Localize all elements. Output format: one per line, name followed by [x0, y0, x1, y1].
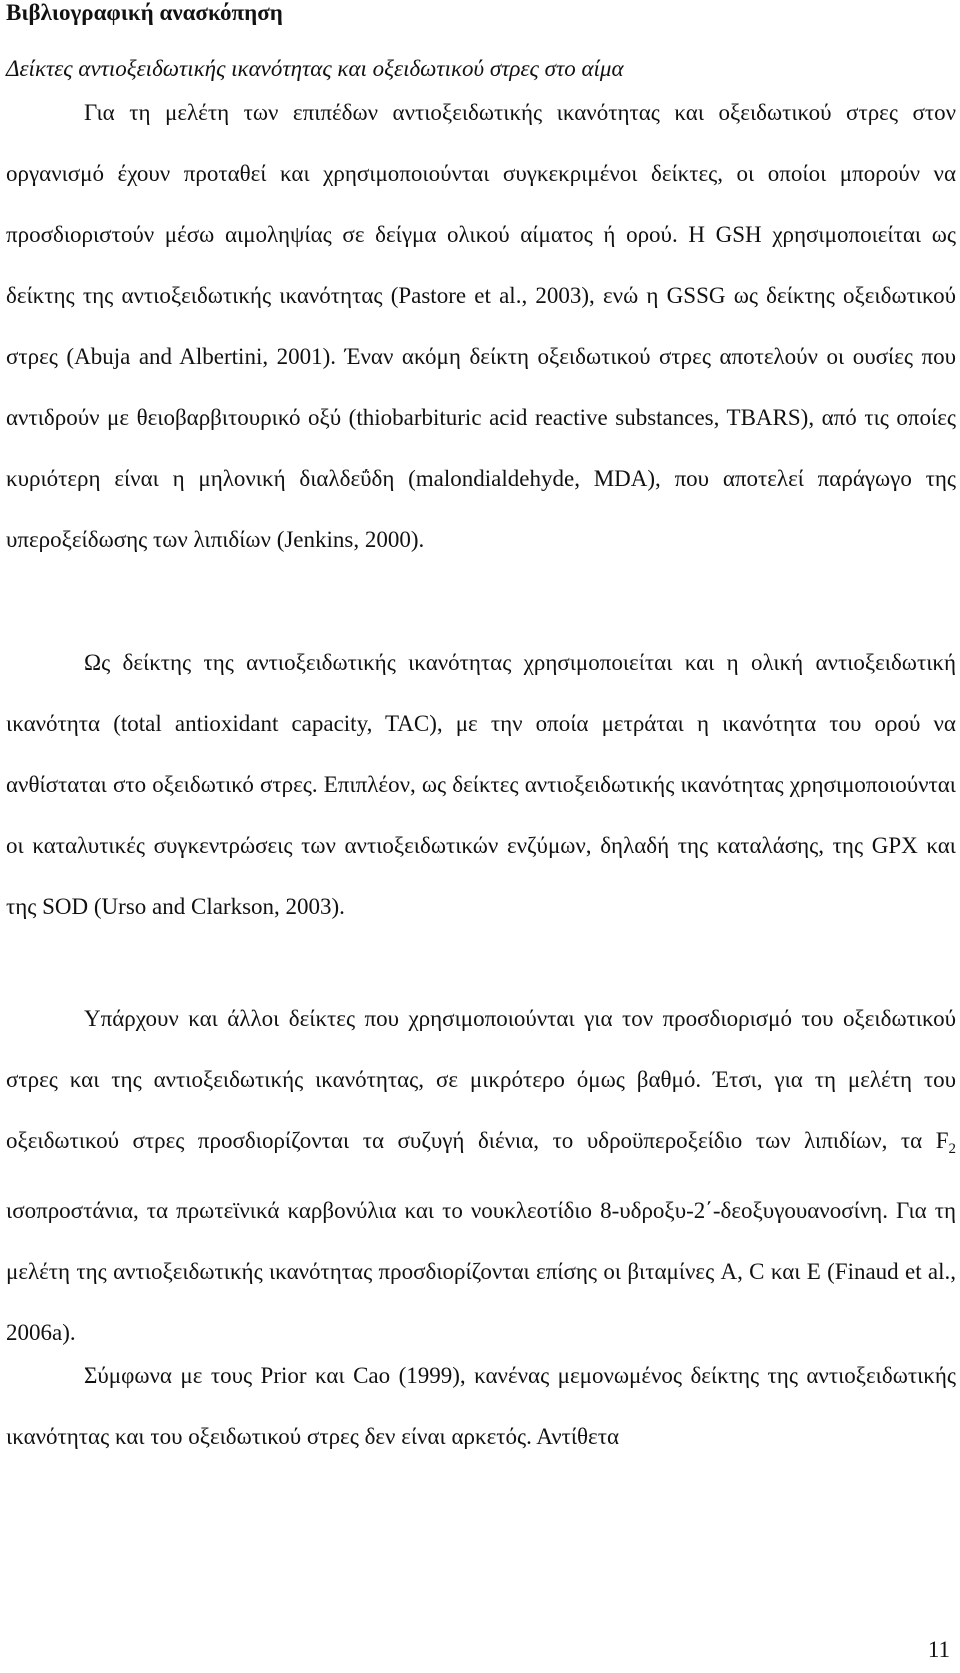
paragraph-4: [6, 1345, 956, 1467]
paragraph-2-text: Ως δείκτης της αντιοξειδωτικής ικανότητας χρησιμοποιείται και η ολική αντιοξειδωτική ικανότητα (total antioxidant capacity, TAC), με την οποία μετράται η ικανότητα του ορού να ανθίσταται στο οξειδωτικό στρες. Επιπλέον, ως δείκτες αντιοξειδωτικής ικανότητας χρησιμοποιούνται οι καταλυτικές συγκεντρώσεις των αντιοξειδωτικών ενζύμων, δηλαδή της καταλάσης, της GPX και της SOD (Urso and Clarkson, 2003).: [6, 650, 956, 919]
paragraph-2: [6, 632, 956, 937]
page-number: 11: [927, 1637, 950, 1662]
paragraph-1-text: Για τη μελέτη των επιπέδων αντιοξειδωτικής ικανότητας και οξειδωτικού στρες στον οργανισμό έχουν προταθεί και χρησιμοποιούνται συγκεκριμένοι δείκτες, οι οποίοι μπορούν να προσδιοριστούν μέσω αιμοληψίας σε δείγμα ολικού αίματος ή ορού. Η GSH χρησιμοποιείται ως δείκτης της αντιοξειδωτικής ικανότητας (Pastore et al., 2003), ενώ η GSSG ως δείκτης οξειδωτικού στρες (Abuja and Albertini, 2001). Έναν ακόμη δείκτη οξειδωτικού στρες αποτελούν οι ουσίες που αντιδρούν με θειοβαρβιτουρικό οξύ (thiobarbituric acid reactive substances, TBARS), από τις οποίες κυριότερη είναι η μηλονική διαλδεΰδη (malondialdehyde, MDA), που αποτελεί παράγωγο της υπεροξείδωσης των λιπιδίων (Jenkins, 2000).: [6, 100, 956, 552]
paragraph-4-text: Σύμφωνα με τους Prior και Cao (1999), κανένας μεμονωμένος δείκτης της αντιοξειδωτικής ικανότητας και του οξειδωτικού στρες δεν είναι αρκετός. Αντίθετα: [6, 1363, 956, 1449]
paragraph-3-text-before: Υπάρχουν και άλλοι δείκτες που χρησιμοποιούνται για τον προσδιορισμό του οξειδωτικού στρες και της αντιοξειδωτικής ικανότητας, σε μικρότερο όμως βαθμό. Έτσι, για τη μελέτη του οξειδωτικού στρες προσδιορίζονται τα συζυγή διένια, το υδροϋπεροξείδιο των λιπιδίων, τα F: [6, 1006, 956, 1153]
section-title: Βιβλιογραφική ανασκόπηση: [6, 0, 283, 25]
paragraph-3-text-after: ισοπροστάνια, τα πρωτεϊνικά καρβονύλια και το νουκλεοτίδιο 8-υδροξυ-2΄-δεοξυγουανοσίνη. Για τη μελέτη της αντιοξειδωτικής ικανότητας προσδιορίζονται επίσης οι βιταμίνες A, C και E (Finaud et al., 2006a).: [6, 1198, 956, 1345]
subsection-title: Δείκτες αντιοξειδωτικής ικανότητας και οξειδωτικού στρες στο αίμα: [6, 56, 624, 81]
paragraph-1: [6, 82, 956, 570]
subscript: 2: [948, 1141, 956, 1157]
paragraph-3: [6, 988, 956, 1363]
